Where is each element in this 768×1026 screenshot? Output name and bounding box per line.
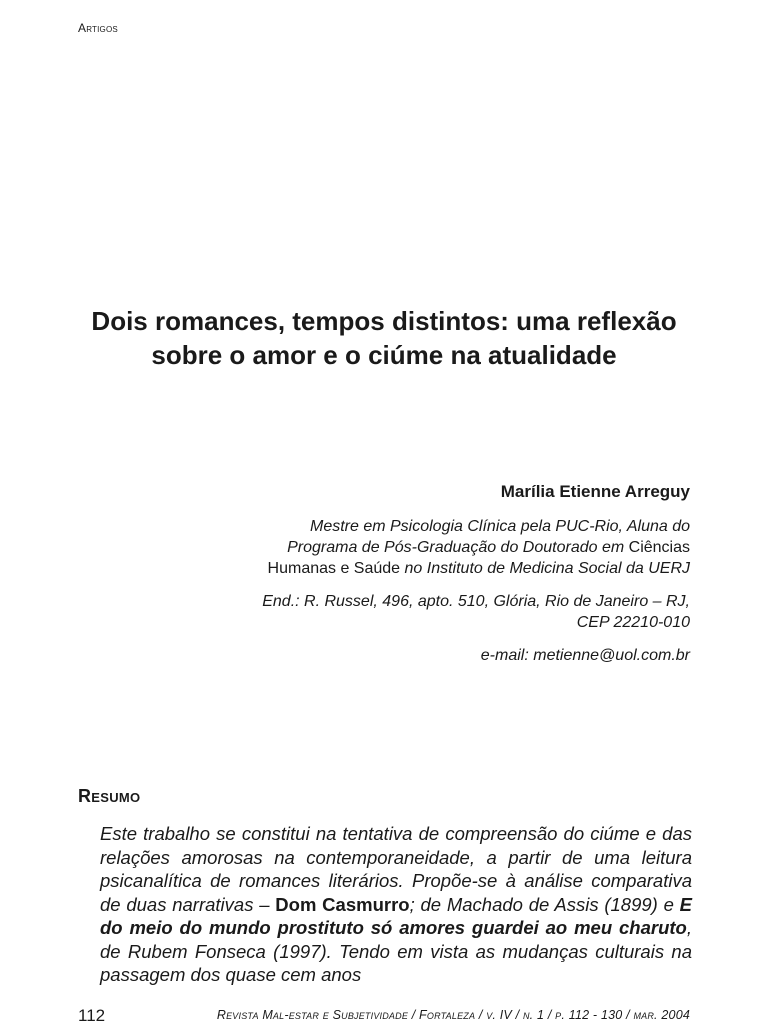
abstract-body xyxy=(100,822,692,987)
author-block xyxy=(250,480,690,666)
author-affiliation xyxy=(250,516,690,579)
affiliation-part-3: no xyxy=(400,560,427,577)
author-address: End.: R. Russel, 496, apto. 510, Glória, Rio de Janeiro – RJ, CEP 22210-010 xyxy=(262,593,690,631)
abstract-book-2: E do meio do mundo prostituto só amores guardei ao meu charuto xyxy=(100,893,692,938)
author-email: e-mail: metienne@uol.com.br xyxy=(480,647,690,664)
author-name: Marília Etienne Arreguy xyxy=(500,482,690,501)
journal-citation: Revista Mal-estar e Subjetividade / Fortaleza / v. IV / n. 1 / p. 112 - 130 / mar. 2004 xyxy=(216,1008,690,1022)
abstract-text-3: , de Rubem Fonseca (1997). Tendo em vista as mudanças culturais na passagem dos quase cem anos xyxy=(100,917,692,985)
page-number: 112 xyxy=(78,1006,106,1025)
affiliation-part-2: Ciências Humanas e Saúde xyxy=(267,539,690,577)
abstract-book-1: Dom Casmurro xyxy=(275,893,410,915)
section-label: Artigos xyxy=(78,21,118,35)
abstract-text-2: ; de Machado de Assis (1899) e xyxy=(409,893,680,915)
article-title: Dois romances, tempos distintos: uma reflexão sobre o amor e o ciúme na atualidade xyxy=(91,306,677,370)
abstract-text-1: Este trabalho se constitui na tentativa de compreensão do ciúme e das relações amorosas na contemporaneidade, a partir de uma leitura psicanalítica de romances literários. Propõe-se à análise comparativa de duas narrativas – xyxy=(100,823,692,915)
affiliation-part-4: Instituto de Medicina Social da UERJ xyxy=(426,560,690,577)
affiliation-part-1: Mestre em Psicologia Clínica pela PUC-Rio, Aluna do Programa de Pós-Graduação do Doutorado em xyxy=(287,518,690,556)
abstract-heading: Resumo xyxy=(78,786,141,806)
